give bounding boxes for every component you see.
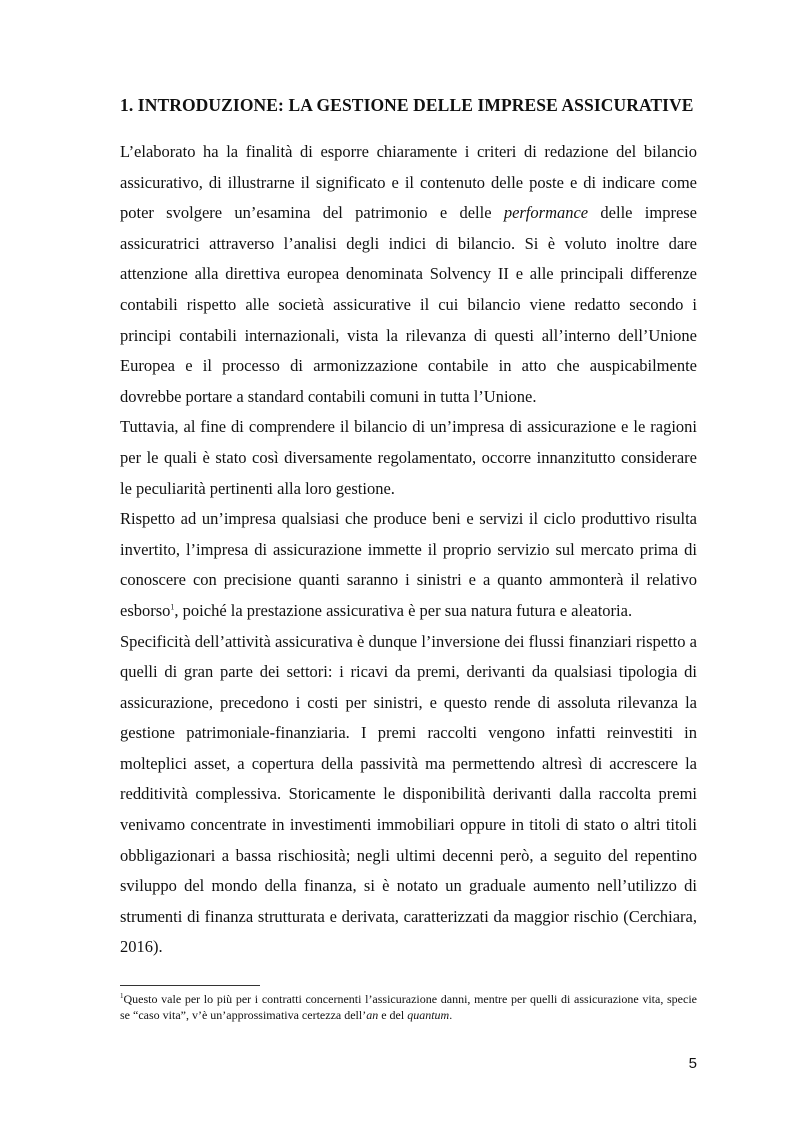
footnote-text-c: . xyxy=(449,1008,453,1022)
paragraph-1-text-b: delle imprese assicuratrici attraverso l’analisi degli indici di bilancio. Si è voluto inoltre dare attenzione alla direttiva europea denominata Solvency II e alle principali differenze contabili rispetto alle società assicurative il cui bilancio viene redatto secondo i principi contabili internazionali, vista la rilevanza di questi all’interno dell’Unione Europea e il processo di armonizzazione contabile in atto che auspicabilmente dovrebbe portare a standard contabili comuni in tutta l’Unione. xyxy=(120,203,698,406)
body-text xyxy=(120,137,697,963)
paragraph-1-text-a: L’elaborato ha la finalità di esporre chiaramente i criteri di redazione del bilancio assicurativo, di illustrarne il significato e il contenuto delle poste e di indicare come poter svolgere un’esamina del patrimonio e delle xyxy=(120,142,697,223)
paragraph-3-text-a: Rispetto ad un’impresa qualsiasi che produce beni e servizi il ciclo produttivo risulta invertito, l’impresa di assicurazione immette il proprio servizio sul mercato prima di conoscere con precisione quanti saranno i sinistri e a quanto ammonterà il relativo esborso xyxy=(120,509,697,620)
page-number: 5 xyxy=(688,1055,697,1072)
footnote-emphasis-quantum: quantum xyxy=(407,1008,450,1022)
footnote-text-b: e del xyxy=(378,1008,408,1022)
paragraph-1 xyxy=(120,137,697,412)
footnote-reference[interactable]: 1 xyxy=(170,602,175,612)
footnote-text-a: Questo vale per lo più per i contratti concernenti l’assicurazione danni, mentre per quelli di assicurazione vita, specie se “caso vita”, v’è un’approssimativa certezza dell’ xyxy=(120,992,697,1022)
paragraph-2: Tuttavia, al fine di comprendere il bilancio di un’impresa di assicurazione e le ragioni per le quali è stato così diversamente regolamentato, occorre innanzitutto considerare le peculiarità pertinenti alla loro gestione. xyxy=(120,417,697,498)
paragraph-3-text-b: , poiché la prestazione assicurativa è per sua natura futura e aleatoria. xyxy=(174,600,633,620)
footnote-emphasis-an: an xyxy=(366,1008,379,1022)
section-heading: 1. INTRODUZIONE: LA GESTIONE DELLE IMPRESE ASSICURATIVE xyxy=(120,95,694,115)
paragraph-3 xyxy=(120,504,697,626)
footnote-divider xyxy=(120,985,260,986)
paragraph-1-emphasis: performance xyxy=(503,203,589,223)
footnote xyxy=(120,991,697,1023)
paragraph-4: Specificità dell’attività assicurativa è dunque l’inversione dei flussi finanziari rispetto a quelli di gran parte dei settori: i ricavi da premi, derivanti da qualsiasi tipologia di assicurazione, precedono i costi per sinistri, e questo rende di assoluta rilevanza la gestione patrimoniale-finanziaria. I premi raccolti vengono infatti reinvestiti in molteplici asset, a copertura della passività ma permettendo altresì di accrescere la redditività complessiva. Storicamente le disponibilità derivanti dalla raccolta premi venivamo concentrate in investimenti immobiliari oppure in titoli di stato o altri titoli obbligazionari a bassa rischiosità; negli ultimi decenni però, a seguito del repentino sviluppo del mondo della finanza, si è notato un graduale aumento nell’utilizzo di strumenti di finanza strutturata e derivata, caratterizzati da maggior rischio (Cerchiara, 2016). xyxy=(120,631,697,957)
footnote-mark: 1 xyxy=(120,992,124,1000)
